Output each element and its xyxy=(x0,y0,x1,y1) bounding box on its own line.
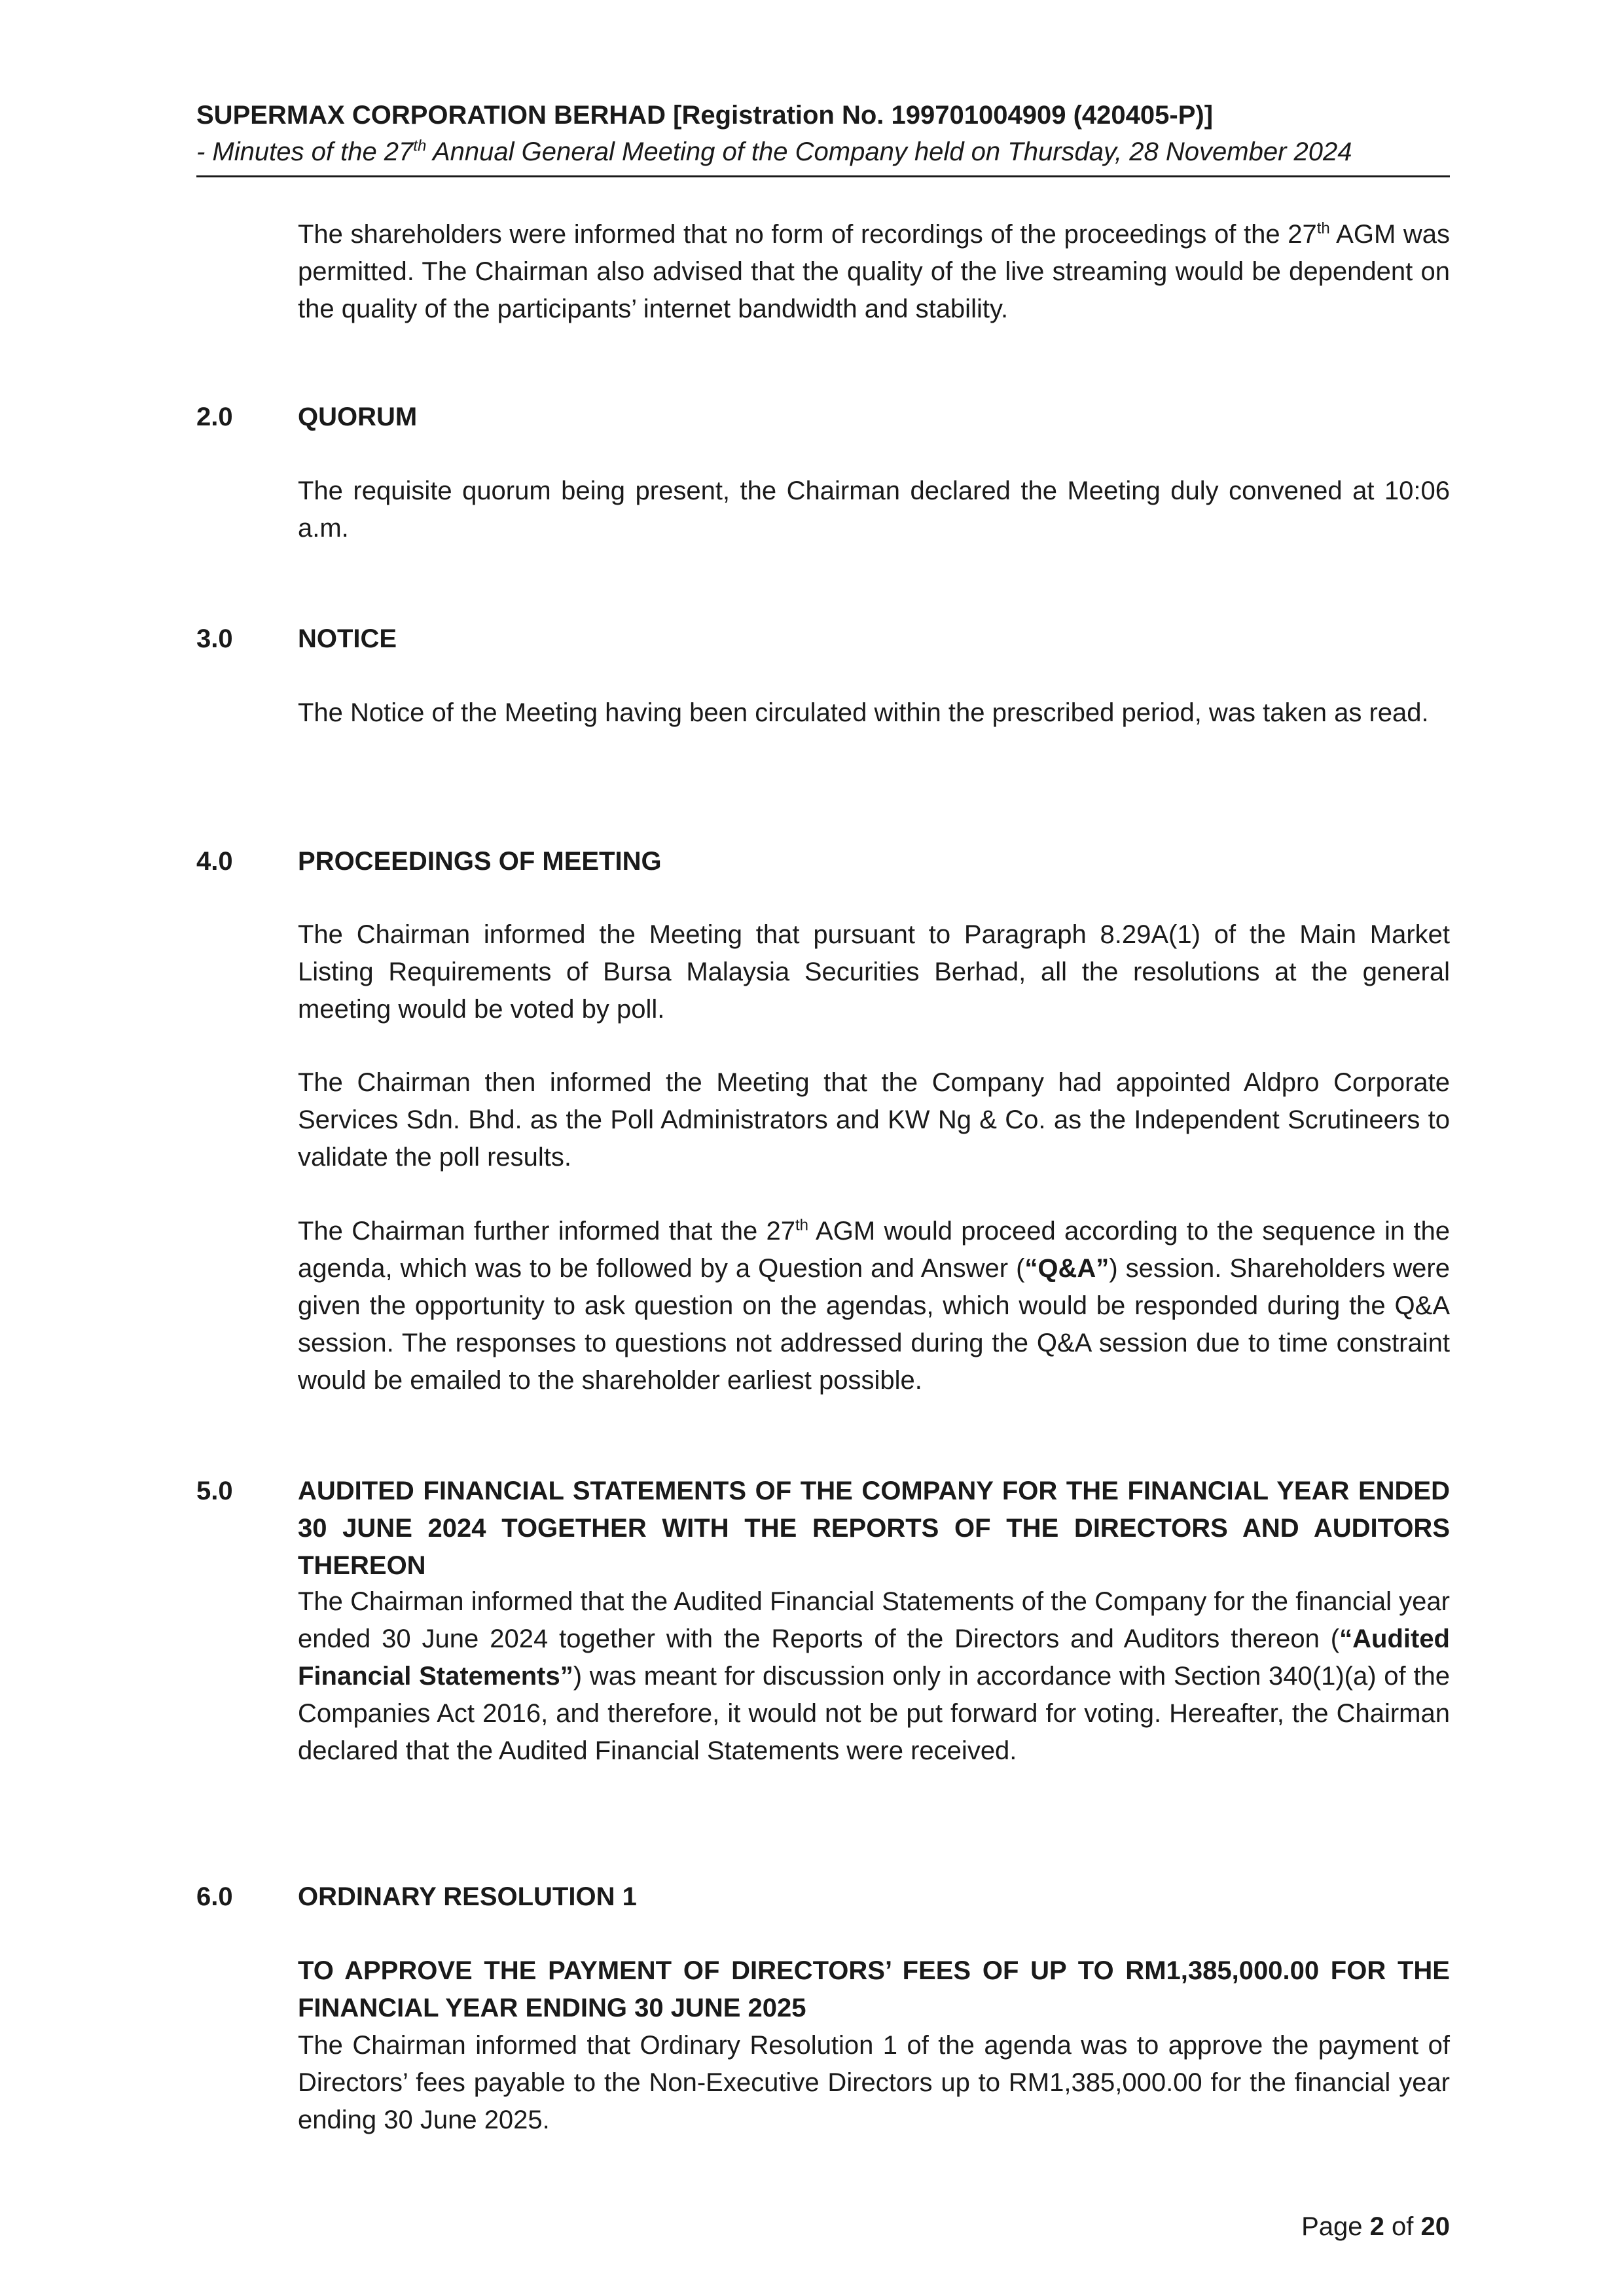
section-heading-notice: NOTICE xyxy=(298,624,397,653)
section-number-3: 3.0 xyxy=(196,624,233,653)
section-heading-audited-financial-statements: AUDITED FINANCIAL STATEMENTS OF THE COMPANY FOR THE FINANCIAL YEAR ENDED 30 JUNE 2024 TOGETHER WITH THE REPORTS OF THE DIRECTORS AND AUDITORS THEREON xyxy=(298,1477,1450,1580)
section-heading-ordinary-resolution-1: ORDINARY RESOLUTION 1 xyxy=(298,1882,637,1911)
page-header xyxy=(196,97,1450,177)
notice-paragraph: The Notice of the Meeting having been circulated within the prescribed period, was taken as read. xyxy=(298,698,1429,727)
minutes-subtitle: - Minutes of the 27th Annual General Meeting of the Company held on Thursday, 28 November 2024 xyxy=(196,137,1352,166)
proceedings-paragraph-2: The Chairman then informed the Meeting that the Company had appointed Aldpro Corporate Services Sdn. Bhd. as the Poll Administrators and KW Ng & Co. as the Independent Scrutineers to validate the poll results. xyxy=(298,1068,1450,1172)
section-number-5: 5.0 xyxy=(196,1477,233,1505)
audited-statements-paragraph: The Chairman informed that the Audited Financial Statements of the Company for the financial year ended 30 June 2024 together with the Reports of the Directors and Auditors thereon (“Audited Financial Statements”) was meant for discussion only in accordance with Section 340(1)(a) of the Companies Act 2016, and therefore, it would not be put forward for voting. Hereafter, the Chairman declared that the Audited Financial Statements were received. xyxy=(298,1587,1450,1765)
resolution-subheading: TO APPROVE THE PAYMENT OF DIRECTORS’ FEES OF UP TO RM1,385,000.00 FOR THE FINANCIAL YEAR ENDING 30 JUNE 2025 xyxy=(298,1956,1450,2022)
quorum-paragraph: The requisite quorum being present, the Chairman declared the Meeting duly convened at 10:06 a.m. xyxy=(298,476,1450,543)
proceedings-paragraph-3: The Chairman further informed that the 27th AGM would proceed according to the sequence in the agenda, which was to be followed by a Question and Answer (“Q&A”) session. Shareholders were given the opportunity to ask question on the agendas, which would be responded during the Q&A session. The responses to questions not addressed during the Q&A session due to time constraint would be emailed to the shareholder earliest possible. xyxy=(298,1216,1450,1395)
section-heading-quorum: QUORUM xyxy=(298,403,418,431)
header-rule xyxy=(196,175,1450,177)
resolution-paragraph: The Chairman informed that Ordinary Resolution 1 of the agenda was to approve the payment of Directors’ fees payable to the Non-Executive Directors up to RM1,385,000.00 for the financial year ending 30 June 2025. xyxy=(298,2031,1450,2134)
section-number-4: 4.0 xyxy=(196,847,233,876)
section-number-2: 2.0 xyxy=(196,403,233,431)
company-title: SUPERMAX CORPORATION BERHAD [Registration No. 199701004909 (420405-P)] xyxy=(196,101,1214,130)
section-number-6: 6.0 xyxy=(196,1882,233,1911)
page-number: Page 2 of 20 xyxy=(1301,2212,1450,2241)
proceedings-paragraph-1: The Chairman informed the Meeting that pursuant to Paragraph 8.29A(1) of the Main Market Listing Requirements of Bursa Malaysia Securities Berhad, all the resolutions at the general meeting would be voted by poll. xyxy=(298,920,1450,1024)
intro-paragraph: The shareholders were informed that no form of recordings of the proceedings of the 27th AGM was permitted. The Chairman also advised that the quality of the live streaming would be dependent on the quality of the participants’ internet bandwidth and stability. xyxy=(298,219,1451,323)
section-heading-proceedings: PROCEEDINGS OF MEETING xyxy=(298,847,662,876)
